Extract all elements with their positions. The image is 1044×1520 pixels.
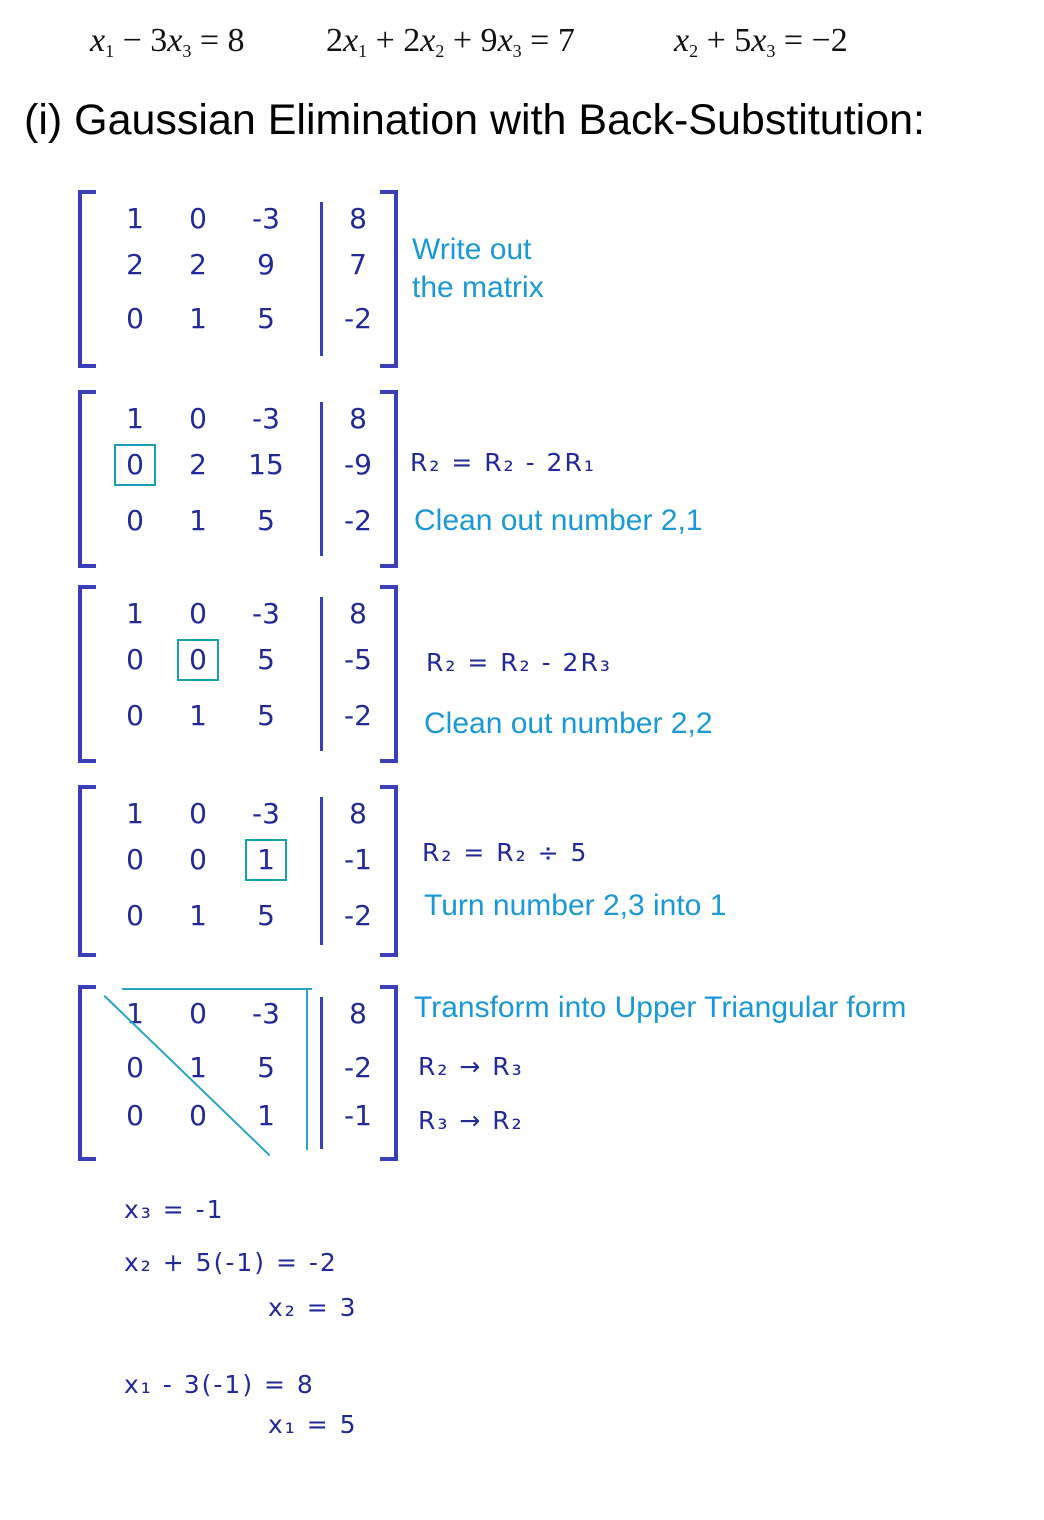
matrix-cell: 1 (126, 597, 144, 630)
matrix-cell: -3 (252, 597, 280, 630)
row-swap: R₃ → R₂ (418, 1106, 524, 1135)
step-annotation: Clean out number 2,2 (424, 707, 713, 740)
step-annotation: the matrix (412, 271, 544, 304)
matrix-cell: 2 (126, 248, 144, 281)
matrix-cell: 0 (189, 202, 207, 235)
matrix-cell: 1 (189, 504, 207, 537)
matrix-cell: 1 (189, 1051, 207, 1084)
equation-1: $x_1 - 3x_3 = 8$ (90, 22, 245, 61)
augment-separator (320, 202, 323, 356)
augmented-matrix-step-2 (78, 390, 398, 568)
triangle-top-line (122, 988, 312, 990)
equation-3: $x_2 + 5x_3 = -2$ (674, 22, 848, 61)
solution-x1: x₁ = 5 (268, 1410, 358, 1439)
matrix-cell: 0 (126, 504, 144, 537)
matrix-cell: -2 (344, 899, 372, 932)
matrix-cell: 5 (257, 302, 275, 335)
matrix-cell: 8 (349, 402, 367, 435)
augmented-matrix-step-3 (78, 585, 398, 763)
row-operation-step-3: R₂ = R₂ - 2R₃ (426, 648, 612, 677)
matrix-cell: -2 (344, 302, 372, 335)
matrix-cell: -3 (252, 797, 280, 830)
step-annotation: Clean out number 2,1 (414, 504, 703, 537)
matrix-cell: 0 (189, 1099, 207, 1132)
matrix-cell: 0 (126, 643, 144, 676)
matrix-cell: -2 (344, 504, 372, 537)
matrix-cell: 5 (257, 699, 275, 732)
equation-row2-sub: x₂ + 5(-1) = -2 (124, 1248, 338, 1277)
matrix-cell: 5 (257, 504, 275, 537)
row-swap: R₂ → R₃ (418, 1052, 524, 1081)
augmented-matrix-step-1 (78, 190, 398, 368)
matrix-cell: 1 (126, 402, 144, 435)
matrix-cell: 5 (257, 899, 275, 932)
left-bracket (78, 390, 96, 568)
matrix-cell: -3 (252, 402, 280, 435)
matrix-cell: 5 (257, 1051, 275, 1084)
matrix-cell: -1 (344, 1099, 372, 1132)
matrix-cell: -3 (252, 997, 280, 1030)
matrix-cell: 0 (189, 797, 207, 830)
matrix-cell: 1 (189, 699, 207, 732)
matrix-cell: 2 (189, 448, 207, 481)
matrix-cell: -1 (344, 843, 372, 876)
matrix-cell: 0 (126, 302, 144, 335)
augment-separator (320, 597, 323, 751)
equation-2: $2x_1 + 2x_2 + 9x_3 = 7$ (326, 22, 575, 61)
matrix-cell: 1 (126, 202, 144, 235)
matrix-cell: -2 (344, 699, 372, 732)
matrix-cell: -3 (252, 202, 280, 235)
matrix-cell: 1 (126, 997, 144, 1030)
matrix-cell: 8 (349, 202, 367, 235)
matrix-cell: 15 (248, 448, 284, 481)
matrix-cell: 0 (126, 699, 144, 732)
matrix-cell: 0 (126, 899, 144, 932)
matrix-cell: -9 (344, 448, 372, 481)
matrix-cell: 1 (126, 797, 144, 830)
matrix-cell: 0 (126, 1099, 144, 1132)
solution-x2: x₂ = 3 (268, 1293, 358, 1322)
augmented-matrix-step-5 (78, 985, 398, 1161)
solution-x3: x₃ = -1 (124, 1195, 225, 1224)
augmented-matrix-step-4 (78, 785, 398, 957)
step-annotation: Write out (412, 233, 532, 266)
left-bracket (78, 785, 96, 957)
matrix-cell: 9 (257, 248, 275, 281)
step-annotation: Transform into Upper Triangular form (414, 991, 907, 1024)
left-bracket (78, 585, 96, 763)
matrix-cell: 0 (189, 843, 207, 876)
matrix-cell: 0 (189, 997, 207, 1030)
left-bracket (78, 190, 96, 368)
augment-separator (320, 402, 323, 556)
matrix-cell: 0 (181, 643, 215, 677)
matrix-cell: 8 (349, 797, 367, 830)
matrix-cell: 0 (189, 402, 207, 435)
row-operation-step-2: R₂ = R₂ - 2R₁ (410, 448, 596, 477)
augment-separator (320, 997, 323, 1149)
row-operation-step-4: R₂ = R₂ ÷ 5 (422, 838, 589, 867)
matrix-cell: 0 (118, 448, 152, 482)
augment-separator (320, 797, 323, 945)
matrix-cell: 0 (189, 597, 207, 630)
matrix-cell: 0 (126, 1051, 144, 1084)
page-heading: (i) Gaussian Elimination with Back-Substitution: (24, 96, 925, 144)
left-bracket (78, 985, 96, 1161)
matrix-cell: -2 (344, 1051, 372, 1084)
matrix-cell: 1 (249, 843, 283, 877)
matrix-cell: 2 (189, 248, 207, 281)
triangle-right-line (306, 990, 308, 1150)
matrix-cell: 1 (189, 302, 207, 335)
step-annotation: Turn number 2,3 into 1 (424, 889, 727, 922)
matrix-cell: 8 (349, 997, 367, 1030)
matrix-cell: 7 (349, 248, 367, 281)
matrix-cell: 1 (189, 899, 207, 932)
matrix-cell: 5 (257, 643, 275, 676)
matrix-cell: 1 (257, 1099, 275, 1132)
matrix-cell: 0 (126, 843, 144, 876)
matrix-cell: 8 (349, 597, 367, 630)
equation-row1-sub: x₁ - 3(-1) = 8 (124, 1370, 315, 1399)
matrix-cell: -5 (344, 643, 372, 676)
